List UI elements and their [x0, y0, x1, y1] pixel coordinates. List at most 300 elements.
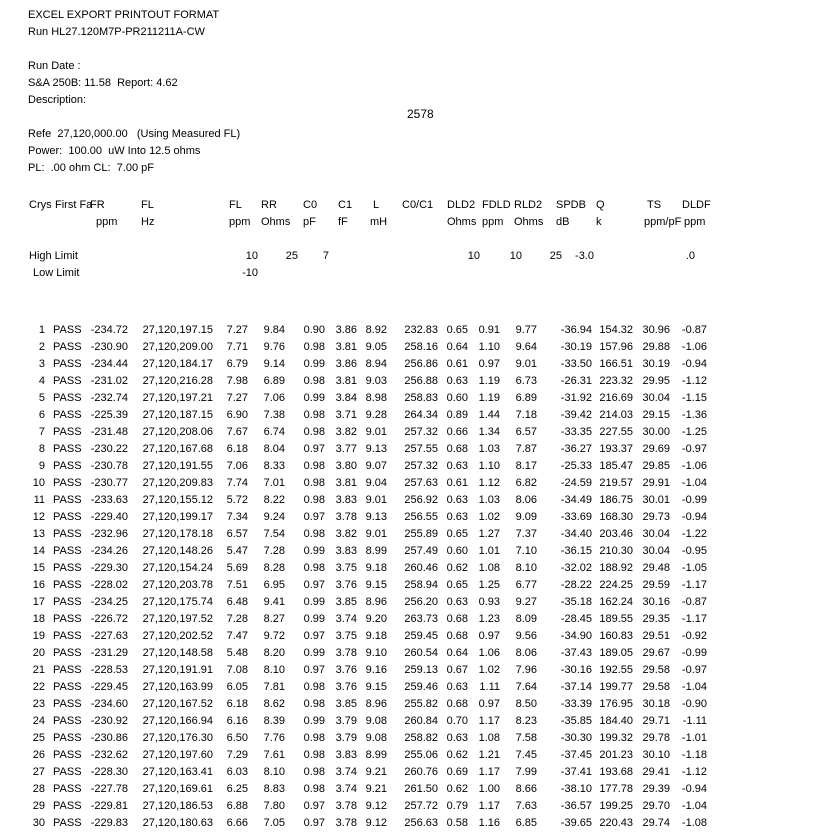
cell-spdb-db: -26.31	[560, 375, 592, 387]
cell-fl-hz: 27,120,148.58	[142, 647, 213, 659]
cell-spdb-db: -34.90	[560, 630, 592, 642]
cell-spdb-db: -31.92	[560, 392, 592, 404]
high-limit-dldf: .0	[685, 250, 695, 262]
cell-c0-pf: 0.98	[303, 732, 325, 744]
cell-c1-ff: 3.83	[335, 545, 357, 557]
cell-fdld-ppm: 1.10	[478, 460, 500, 472]
cell-q-k: 193.37	[599, 443, 633, 455]
cell-c0c1-ratio: 256.86	[404, 358, 438, 370]
cell-status: PASS	[53, 409, 82, 421]
cell-spdb-db: -35.18	[560, 596, 592, 608]
cell-l-mh: 9.18	[365, 630, 387, 642]
cell-crys-number: 24	[32, 715, 45, 727]
cell-q-k: 214.03	[599, 409, 633, 421]
cell-crys-number: 20	[32, 647, 45, 659]
cell-dldf-ppm: -1.12	[681, 375, 707, 387]
cell-c1-ff: 3.79	[335, 732, 357, 744]
table-row	[0, 509, 828, 526]
cell-c0-pf: 0.97	[303, 630, 325, 642]
cell-ts-ppm-pf: 29.67	[642, 647, 670, 659]
cell-crys-number: 8	[38, 443, 45, 455]
table-row	[0, 441, 828, 458]
cell-crys-number: 29	[32, 800, 45, 812]
cell-status: PASS	[53, 715, 82, 727]
power-line: Power: 100.00 uW Into 12.5 ohms	[28, 145, 201, 157]
cell-dldf-ppm: -0.97	[681, 664, 707, 676]
cell-spdb-db: -33.50	[560, 358, 592, 370]
cell-fdld-ppm: 1.01	[478, 545, 500, 557]
cell-l-mh: 9.07	[365, 460, 387, 472]
cell-spdb-db: -37.14	[560, 681, 592, 693]
cell-fl-hz: 27,120,191.55	[142, 460, 213, 472]
cell-fr-ppm: -230.90	[90, 341, 128, 353]
cell-fl-hz: 27,120,178.18	[142, 528, 213, 540]
cell-dldf-ppm: -1.25	[681, 426, 707, 438]
cell-fl-ppm: 7.28	[226, 613, 248, 625]
table-row	[0, 475, 828, 492]
cell-dld2-ohms: 0.65	[446, 579, 468, 591]
cell-fdld-ppm: 1.10	[478, 341, 500, 353]
cell-rr-ohms: 7.80	[263, 800, 285, 812]
cell-l-mh: 9.08	[365, 732, 387, 744]
cell-l-mh: 9.01	[365, 528, 387, 540]
column-header-rr-ohms: RR	[261, 199, 277, 211]
cell-fdld-ppm: 1.03	[478, 443, 500, 455]
cell-rld2-ohms: 7.87	[515, 443, 537, 455]
cell-dldf-ppm: -0.97	[681, 443, 707, 455]
cell-c0-pf: 0.97	[303, 511, 325, 523]
cell-fr-ppm: -232.96	[90, 528, 128, 540]
cell-c0c1-ratio: 255.89	[404, 528, 438, 540]
cell-ts-ppm-pf: 30.04	[642, 392, 670, 404]
cell-spdb-db: -24.59	[560, 477, 592, 489]
cell-rld2-ohms: 8.23	[515, 715, 537, 727]
cell-dldf-ppm: -0.99	[681, 494, 707, 506]
cell-l-mh: 9.28	[365, 409, 387, 421]
cell-rr-ohms: 9.76	[263, 341, 285, 353]
page-number: 2578	[407, 107, 434, 121]
table-row	[0, 611, 828, 628]
high-limit-fl_ppm: 10	[245, 250, 258, 262]
cell-fl-ppm: 6.18	[226, 698, 248, 710]
cell-fl-ppm: 7.67	[226, 426, 248, 438]
cell-rr-ohms: 8.10	[263, 664, 285, 676]
cell-ts-ppm-pf: 29.59	[642, 579, 670, 591]
cell-dldf-ppm: -1.05	[681, 562, 707, 574]
low-limit-fl_ppm: -10	[242, 267, 258, 279]
column-header-rld2-ohms: RLD2	[514, 199, 543, 211]
cell-dld2-ohms: 0.62	[446, 749, 468, 761]
cell-dldf-ppm: -1.12	[681, 766, 707, 778]
cell-dld2-ohms: 0.63	[446, 511, 468, 523]
cell-fdld-ppm: 1.23	[478, 613, 500, 625]
cell-rld2-ohms: 6.89	[515, 392, 537, 404]
cell-c0-pf: 0.98	[303, 766, 325, 778]
cell-l-mh: 8.94	[365, 358, 387, 370]
cell-spdb-db: -28.45	[560, 613, 592, 625]
cell-c0-pf: 0.97	[303, 443, 325, 455]
cell-spdb-db: -35.85	[560, 715, 592, 727]
cell-status: PASS	[53, 579, 82, 591]
cell-dldf-ppm: -0.94	[681, 358, 707, 370]
cell-q-k: 176.95	[599, 698, 633, 710]
cell-dld2-ohms: 0.68	[446, 443, 468, 455]
cell-status: PASS	[53, 681, 82, 693]
cell-fdld-ppm: 1.44	[478, 409, 500, 421]
column-header-ts-ppm-pf: TS	[647, 199, 662, 211]
cell-ts-ppm-pf: 29.78	[642, 732, 670, 744]
cell-l-mh: 9.21	[365, 766, 387, 778]
cell-dld2-ohms: 0.63	[446, 494, 468, 506]
cell-c0-pf: 0.98	[303, 698, 325, 710]
cell-fdld-ppm: 1.08	[478, 562, 500, 574]
cell-c0c1-ratio: 258.16	[404, 341, 438, 353]
cell-fl-ppm: 6.25	[226, 783, 248, 795]
cell-fdld-ppm: 1.19	[478, 375, 500, 387]
cell-c0c1-ratio: 259.46	[404, 681, 438, 693]
cell-fl-ppm: 6.03	[226, 766, 248, 778]
column-header-status: First Fa	[55, 199, 93, 211]
cell-ts-ppm-pf: 29.73	[642, 511, 670, 523]
table-row	[0, 356, 828, 373]
cell-fdld-ppm: 1.00	[478, 783, 500, 795]
cell-rld2-ohms: 9.27	[515, 596, 537, 608]
cell-status: PASS	[53, 698, 82, 710]
cell-dldf-ppm: -1.04	[681, 681, 707, 693]
cell-ts-ppm-pf: 29.69	[642, 443, 670, 455]
cell-c0c1-ratio: 259.45	[404, 630, 438, 642]
table-row	[0, 662, 828, 679]
cell-fl-ppm: 6.48	[226, 596, 248, 608]
cell-q-k: 201.23	[599, 749, 633, 761]
cell-spdb-db: -28.22	[560, 579, 592, 591]
cell-crys-number: 9	[38, 460, 45, 472]
run-date-label: Run Date :	[28, 60, 81, 72]
cell-rr-ohms: 9.14	[263, 358, 285, 370]
cell-fl-ppm: 7.47	[226, 630, 248, 642]
cell-c1-ff: 3.76	[335, 681, 357, 693]
cell-fl-ppm: 7.71	[226, 341, 248, 353]
load-capacitance-line: PL: .00 ohm CL: 7.00 pF	[28, 162, 154, 174]
cell-rld2-ohms: 7.58	[515, 732, 537, 744]
cell-spdb-db: -39.65	[560, 817, 592, 829]
cell-rr-ohms: 7.06	[263, 392, 285, 404]
column-header-l-mh: L	[373, 199, 380, 211]
cell-fl-ppm: 6.50	[226, 732, 248, 744]
table-row	[0, 747, 828, 764]
cell-ts-ppm-pf: 29.51	[642, 630, 670, 642]
cell-q-k: 203.46	[599, 528, 633, 540]
cell-ts-ppm-pf: 29.35	[642, 613, 670, 625]
cell-spdb-db: -30.19	[560, 341, 592, 353]
cell-c1-ff: 3.83	[335, 494, 357, 506]
cell-l-mh: 9.12	[365, 817, 387, 829]
cell-l-mh: 9.12	[365, 800, 387, 812]
cell-fl-ppm: 5.48	[226, 647, 248, 659]
column-header-fl-ppm: FL	[229, 199, 242, 211]
table-row	[0, 798, 828, 815]
cell-fr-ppm: -229.30	[90, 562, 128, 574]
cell-fl-ppm: 7.51	[226, 579, 248, 591]
cell-rld2-ohms: 7.63	[515, 800, 537, 812]
cell-spdb-db: -32.02	[560, 562, 592, 574]
cell-c0-pf: 0.98	[303, 426, 325, 438]
cell-fl-ppm: 5.72	[226, 494, 248, 506]
cell-q-k: 216.69	[599, 392, 633, 404]
cell-status: PASS	[53, 630, 82, 642]
cell-c1-ff: 3.81	[335, 341, 357, 353]
cell-fl-hz: 27,120,155.12	[142, 494, 213, 506]
cell-status: PASS	[53, 800, 82, 812]
cell-spdb-db: -30.16	[560, 664, 592, 676]
cell-c1-ff: 3.81	[335, 477, 357, 489]
cell-crys-number: 17	[32, 596, 45, 608]
column-unit-row	[0, 216, 828, 231]
cell-rld2-ohms: 9.77	[515, 324, 537, 336]
cell-crys-number: 21	[32, 664, 45, 676]
cell-rld2-ohms: 9.09	[515, 511, 537, 523]
cell-q-k: 199.32	[599, 732, 633, 744]
cell-dld2-ohms: 0.89	[446, 409, 468, 421]
cell-fdld-ppm: 1.19	[478, 392, 500, 404]
cell-fr-ppm: -230.86	[90, 732, 128, 744]
cell-ts-ppm-pf: 29.15	[642, 409, 670, 421]
cell-fdld-ppm: 1.06	[478, 647, 500, 659]
table-row	[0, 339, 828, 356]
table-row	[0, 781, 828, 798]
cell-ts-ppm-pf: 29.39	[642, 783, 670, 795]
cell-ts-ppm-pf: 29.48	[642, 562, 670, 574]
cell-c0-pf: 0.98	[303, 749, 325, 761]
cell-crys-number: 15	[32, 562, 45, 574]
cell-dld2-ohms: 0.66	[446, 426, 468, 438]
cell-fr-ppm: -227.78	[90, 783, 128, 795]
cell-l-mh: 8.99	[365, 749, 387, 761]
cell-fl-hz: 27,120,208.06	[142, 426, 213, 438]
table-row	[0, 458, 828, 475]
cell-fl-ppm: 7.29	[226, 749, 248, 761]
cell-rr-ohms: 7.38	[263, 409, 285, 421]
cell-rr-ohms: 9.24	[263, 511, 285, 523]
cell-l-mh: 8.96	[365, 596, 387, 608]
cell-dld2-ohms: 0.69	[446, 766, 468, 778]
cell-dldf-ppm: -0.87	[681, 596, 707, 608]
cell-fdld-ppm: 1.21	[478, 749, 500, 761]
cell-dld2-ohms: 0.64	[446, 647, 468, 659]
cell-fl-ppm: 7.34	[226, 511, 248, 523]
cell-rld2-ohms: 7.18	[515, 409, 537, 421]
cell-spdb-db: -37.45	[560, 749, 592, 761]
column-unit-dld2-ohms: Ohms	[447, 216, 477, 228]
cell-c0-pf: 0.97	[303, 579, 325, 591]
cell-ts-ppm-pf: 30.00	[642, 426, 670, 438]
cell-spdb-db: -39.42	[560, 409, 592, 421]
cell-crys-number: 25	[32, 732, 45, 744]
cell-ts-ppm-pf: 30.10	[642, 749, 670, 761]
cell-q-k: 210.30	[599, 545, 633, 557]
cell-c0c1-ratio: 257.32	[404, 426, 438, 438]
cell-fl-ppm: 7.27	[226, 392, 248, 404]
cell-c1-ff: 3.82	[335, 528, 357, 540]
cell-ts-ppm-pf: 29.70	[642, 800, 670, 812]
cell-ts-ppm-pf: 29.58	[642, 681, 670, 693]
cell-status: PASS	[53, 341, 82, 353]
cell-c0c1-ratio: 258.82	[404, 732, 438, 744]
table-row	[0, 679, 828, 696]
table-row	[0, 407, 828, 424]
cell-fl-hz: 27,120,202.52	[142, 630, 213, 642]
cell-fr-ppm: -227.63	[90, 630, 128, 642]
cell-fdld-ppm: 1.12	[478, 477, 500, 489]
cell-fr-ppm: -231.02	[90, 375, 128, 387]
column-unit-rr-ohms: Ohms	[261, 216, 291, 228]
cell-spdb-db: -36.57	[560, 800, 592, 812]
cell-q-k: 177.78	[599, 783, 633, 795]
table-row	[0, 764, 828, 781]
cell-l-mh: 9.10	[365, 647, 387, 659]
cell-rld2-ohms: 7.45	[515, 749, 537, 761]
cell-c1-ff: 3.80	[335, 460, 357, 472]
column-unit-q-k: k	[596, 216, 602, 228]
cell-spdb-db: -36.94	[560, 324, 592, 336]
cell-dld2-ohms: 0.70	[446, 715, 468, 727]
cell-dld2-ohms: 0.65	[446, 528, 468, 540]
cell-fr-ppm: -225.39	[90, 409, 128, 421]
cell-c1-ff: 3.82	[335, 426, 357, 438]
cell-l-mh: 9.13	[365, 511, 387, 523]
cell-rr-ohms: 7.61	[263, 749, 285, 761]
cell-l-mh: 9.20	[365, 613, 387, 625]
cell-fdld-ppm: 0.97	[478, 630, 500, 642]
results-table	[0, 322, 828, 832]
cell-c0c1-ratio: 256.55	[404, 511, 438, 523]
cell-rld2-ohms: 6.73	[515, 375, 537, 387]
cell-c0-pf: 0.99	[303, 392, 325, 404]
cell-dld2-ohms: 0.67	[446, 664, 468, 676]
cell-c1-ff: 3.74	[335, 766, 357, 778]
cell-dldf-ppm: -0.94	[681, 511, 707, 523]
cell-crys-number: 5	[38, 392, 45, 404]
cell-status: PASS	[53, 511, 82, 523]
cell-dld2-ohms: 0.60	[446, 392, 468, 404]
cell-crys-number: 13	[32, 528, 45, 540]
cell-fr-ppm: -232.62	[90, 749, 128, 761]
cell-ts-ppm-pf: 29.74	[642, 817, 670, 829]
cell-rr-ohms: 8.83	[263, 783, 285, 795]
cell-c0c1-ratio: 255.82	[404, 698, 438, 710]
cell-c0c1-ratio: 260.54	[404, 647, 438, 659]
cell-rld2-ohms: 7.37	[515, 528, 537, 540]
cell-rr-ohms: 8.27	[263, 613, 285, 625]
cell-crys-number: 12	[32, 511, 45, 523]
cell-l-mh: 8.92	[365, 324, 387, 336]
cell-l-mh: 9.08	[365, 715, 387, 727]
cell-fl-hz: 27,120,180.63	[142, 817, 213, 829]
cell-fl-ppm: 7.27	[226, 324, 248, 336]
cell-fr-ppm: -234.26	[90, 545, 128, 557]
cell-ts-ppm-pf: 30.19	[642, 358, 670, 370]
high-limit-c0: 7	[322, 250, 329, 262]
cell-fr-ppm: -228.53	[90, 664, 128, 676]
cell-fl-ppm: 5.69	[226, 562, 248, 574]
cell-rld2-ohms: 6.57	[515, 426, 537, 438]
cell-c0-pf: 0.97	[303, 817, 325, 829]
cell-dldf-ppm: -1.17	[681, 613, 707, 625]
cell-fl-hz: 27,120,154.24	[142, 562, 213, 574]
table-row	[0, 645, 828, 662]
cell-fr-ppm: -229.83	[90, 817, 128, 829]
cell-rld2-ohms: 8.10	[515, 562, 537, 574]
cell-c1-ff: 3.85	[335, 698, 357, 710]
cell-c1-ff: 3.76	[335, 579, 357, 591]
table-row	[0, 594, 828, 611]
cell-fr-ppm: -229.81	[90, 800, 128, 812]
cell-fl-hz: 27,120,175.74	[142, 596, 213, 608]
cell-c1-ff: 3.78	[335, 817, 357, 829]
cell-crys-number: 28	[32, 783, 45, 795]
cell-status: PASS	[53, 545, 82, 557]
cell-c0-pf: 0.98	[303, 409, 325, 421]
cell-fdld-ppm: 1.11	[479, 681, 500, 693]
cell-l-mh: 9.16	[365, 664, 387, 676]
column-unit-rld2-ohms: Ohms	[514, 216, 544, 228]
cell-c0c1-ratio: 256.88	[404, 375, 438, 387]
cell-c1-ff: 3.86	[335, 324, 357, 336]
cell-fdld-ppm: 1.03	[478, 494, 500, 506]
cell-dldf-ppm: -1.04	[681, 800, 707, 812]
cell-status: PASS	[53, 783, 82, 795]
table-row	[0, 577, 828, 594]
cell-crys-number: 26	[32, 749, 45, 761]
table-row	[0, 696, 828, 713]
cell-fl-ppm: 7.06	[226, 460, 248, 472]
cell-dld2-ohms: 0.62	[446, 562, 468, 574]
cell-spdb-db: -36.15	[560, 545, 592, 557]
cell-rld2-ohms: 7.96	[515, 664, 537, 676]
cell-rld2-ohms: 7.99	[515, 766, 537, 778]
cell-fl-ppm: 6.66	[226, 817, 248, 829]
cell-rr-ohms: 8.20	[263, 647, 285, 659]
cell-fdld-ppm: 1.17	[478, 800, 500, 812]
cell-fr-ppm: -233.63	[90, 494, 128, 506]
cell-q-k: 224.25	[599, 579, 633, 591]
cell-c0c1-ratio: 258.94	[404, 579, 438, 591]
cell-q-k: 188.92	[599, 562, 633, 574]
cell-rld2-ohms: 7.64	[515, 681, 537, 693]
cell-status: PASS	[53, 647, 82, 659]
cell-c0-pf: 0.97	[303, 664, 325, 676]
cell-c0-pf: 0.90	[303, 324, 325, 336]
cell-c0c1-ratio: 256.92	[404, 494, 438, 506]
cell-dld2-ohms: 0.62	[446, 783, 468, 795]
cell-dldf-ppm: -1.36	[681, 409, 707, 421]
cell-c0-pf: 0.98	[303, 681, 325, 693]
cell-l-mh: 9.03	[365, 375, 387, 387]
column-unit-c1-ff: fF	[338, 216, 348, 228]
cell-rr-ohms: 7.05	[263, 817, 285, 829]
column-unit-fl-hz: Hz	[141, 216, 155, 228]
cell-status: PASS	[53, 817, 82, 829]
cell-rr-ohms: 7.76	[263, 732, 285, 744]
table-row	[0, 492, 828, 509]
cell-dldf-ppm: -1.17	[681, 579, 707, 591]
cell-spdb-db: -36.27	[560, 443, 592, 455]
cell-fr-ppm: -229.45	[90, 681, 128, 693]
cell-ts-ppm-pf: 29.41	[642, 766, 670, 778]
cell-dldf-ppm: -1.01	[681, 732, 707, 744]
cell-fdld-ppm: 1.17	[478, 715, 500, 727]
cell-dld2-ohms: 0.79	[446, 800, 468, 812]
